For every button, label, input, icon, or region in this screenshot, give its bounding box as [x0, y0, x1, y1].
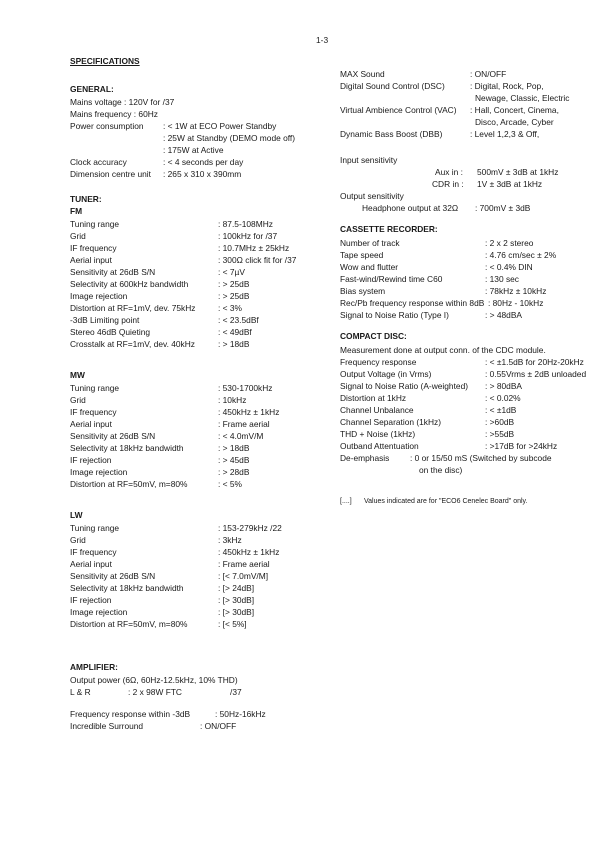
spec-row — [70, 230, 335, 242]
spec-value: : > 25dB — [218, 279, 250, 289]
dsc-row: Digital Sound Control (DSC) : Digital, Rock, Pop, — [340, 81, 544, 91]
page-title: SPECIFICATIONS — [70, 56, 140, 66]
spec-row — [70, 558, 335, 570]
spec-row — [70, 278, 335, 290]
spec-label: Grid — [70, 535, 86, 545]
spec-row — [70, 606, 335, 618]
frequency-response-row: Frequency response within -3dB : 50Hz-16kHz — [70, 709, 266, 719]
spec-value: : 10.7MHz ± 25kHz — [218, 243, 290, 253]
dsc-row-2: Newage, Classic, Electric — [475, 93, 570, 103]
spec-value: : > 80dBA — [485, 381, 523, 391]
spec-row — [70, 254, 335, 266]
spec-row — [70, 338, 335, 350]
deemphasis-row: De-emphasis : 0 or 15/50 mS (Switched by subcode — [340, 453, 552, 463]
mw-heading: MW — [70, 370, 85, 380]
cdr-in-row: CDR in : 1V ± 3dB at 1kHz — [432, 179, 543, 189]
spec-value: : > 45dB — [218, 455, 250, 465]
spec-row — [70, 522, 335, 534]
dimension-row: Dimension centre unit : 265 x 310 x 390mm — [70, 169, 242, 179]
footnote-marker: [....] — [340, 498, 352, 505]
spec-label: Distortion at 1kHz — [340, 393, 407, 403]
spec-label: THD + Noise (1kHz) — [340, 429, 416, 439]
footnote — [340, 496, 585, 508]
recpb-row: Rec/Pb frequency response within 8dB : 80Hz - 10kHz — [340, 298, 544, 308]
spec-label: IF frequency — [70, 547, 117, 557]
spec-row — [340, 249, 585, 261]
left-column — [70, 56, 335, 732]
mw-spec-list — [70, 382, 335, 490]
spec-row — [70, 218, 335, 230]
spec-row — [70, 582, 335, 594]
spec-label: Grid — [70, 231, 86, 241]
spec-label: Tape speed — [340, 250, 384, 260]
right-column — [340, 68, 585, 508]
spec-label: Output Voltage (in Vrms) — [340, 369, 432, 379]
spec-value: : 2 x 2 stereo — [485, 238, 534, 248]
spec-label: Frequency response — [340, 357, 417, 367]
spec-label: Aerial input — [70, 559, 112, 569]
spec-value: : < 7µV — [218, 267, 245, 277]
spec-label: Signal to Noise Ratio (A-weighted) — [340, 381, 469, 391]
spec-row — [70, 314, 335, 326]
spec-label: Crosstalk at RF=1mV, dev. 40kHz — [70, 339, 195, 349]
aux-in-row: Aux in : 500mV ± 3dB at 1kHz — [435, 167, 559, 177]
spec-label: Bias system — [340, 286, 386, 296]
spec-value: : 87.5-108MHz — [218, 219, 273, 229]
spec-label: Tuning range — [70, 383, 120, 393]
spec-value: : 530-1700kHz — [218, 383, 273, 393]
spec-value: : 450kHz ± 1kHz — [218, 407, 280, 417]
spec-value: : 130 sec — [485, 274, 519, 284]
spec-row — [70, 242, 335, 254]
spec-value: : [> 30dB] — [218, 595, 255, 605]
spec-value: : > 18dB — [218, 339, 250, 349]
spec-label: Image rejection — [70, 291, 128, 301]
spec-row — [340, 237, 585, 249]
spec-row — [70, 418, 335, 430]
fm-heading: FM — [70, 206, 83, 216]
lw-spec-list — [70, 522, 335, 630]
spec-label: Channel Separation (1kHz) — [340, 417, 442, 427]
incredible-surround-row: Incredible Surround : ON/OFF — [70, 721, 237, 731]
spec-row — [70, 430, 335, 442]
power-consumption-row-2: : 25W at Standby (DEMO mode off) — [163, 133, 296, 143]
tuner-heading: TUNER: — [70, 194, 102, 204]
footnote-text: Values indicated are for "ECO6 Cenelec Board" only. — [364, 498, 528, 505]
spec-row — [340, 380, 585, 392]
spec-value: : < 0.4% DIN — [485, 262, 533, 272]
spec-row — [70, 394, 335, 406]
spec-row — [340, 440, 585, 452]
spec-label: Tuning range — [70, 523, 120, 533]
cassette-spec-list — [340, 237, 585, 297]
spec-row — [70, 266, 335, 278]
spec-value: : > 18dB — [218, 443, 250, 453]
spec-value: : 4.76 cm/sec ± 2% — [485, 250, 557, 260]
spec-label: Selectivity at 18kHz bandwidth — [70, 443, 184, 453]
spec-row — [70, 382, 335, 394]
spec-value: : Frame aerial — [218, 559, 270, 569]
dbb-row: Dynamic Bass Boost (DBB) : Level 1,2,3 & Off, — [340, 129, 540, 139]
spec-value: : 78kHz ± 10kHz — [485, 286, 547, 296]
spec-label: Stereo 46dB Quieting — [70, 327, 151, 337]
amplifier-heading: AMPLIFIER: — [70, 662, 118, 672]
deemphasis-row-2: on the disc) — [419, 465, 463, 475]
spec-row — [340, 285, 585, 297]
spec-row — [70, 570, 335, 582]
spec-label: -3dB Limiting point — [70, 315, 140, 325]
spec-label: Distortion at RF=1mV, dev. 75kHz — [70, 303, 196, 313]
spec-label: Aerial input — [70, 255, 112, 265]
page-number: 1-3 — [316, 35, 329, 45]
spec-row — [70, 454, 335, 466]
spec-value: : 450kHz ± 1kHz — [218, 547, 280, 557]
spec-row — [340, 392, 585, 404]
spec-value: : >17dB for >24kHz — [485, 441, 558, 451]
spec-value: : < 23.5dBf — [218, 315, 259, 325]
spec-row — [70, 326, 335, 338]
spec-row — [70, 534, 335, 546]
spec-value: : < 49dBf — [218, 327, 252, 337]
cassette-heading: CASSETTE RECORDER: — [340, 224, 438, 234]
spec-label: Distortion at RF=50mV, m=80% — [70, 479, 188, 489]
spec-row — [70, 406, 335, 418]
general-heading: GENERAL: — [70, 84, 114, 94]
spec-label: Selectivity at 18kHz bandwidth — [70, 583, 184, 593]
spec-row — [340, 404, 585, 416]
output-sensitivity-heading: Output sensitivity — [340, 191, 404, 201]
spec-label: Fast-wind/Rewind time C60 — [340, 274, 443, 284]
spec-value: : >60dB — [485, 417, 515, 427]
cd-heading: COMPACT DISC: — [340, 331, 407, 341]
spec-label: IF frequency — [70, 407, 117, 417]
spec-value: : > 25dB — [218, 291, 250, 301]
spec-value: : [> 30dB] — [218, 607, 255, 617]
spec-label: Number of track — [340, 238, 400, 248]
vac-row-2: Disco, Arcade, Cyber — [475, 117, 554, 127]
spec-label: Outband Attentuation — [340, 441, 419, 451]
spec-row — [70, 618, 335, 630]
spec-label: Sensitivity at 26dB S/N — [70, 571, 156, 581]
lw-heading: LW — [70, 510, 83, 520]
spec-value: : 0.55Vrms ± 2dB unloaded — [485, 369, 587, 379]
spec-row — [340, 428, 585, 440]
spec-label: Selectivity at 600kHz bandwidth — [70, 279, 189, 289]
spec-row — [70, 546, 335, 558]
spec-label: Wow and flutter — [340, 262, 399, 272]
mains-voltage: Mains voltage : 120V for /37 — [70, 97, 175, 107]
spec-value: : >55dB — [485, 429, 515, 439]
spec-value: : < ±1.5dB for 20Hz-20kHz — [485, 357, 584, 367]
spec-label: Image rejection — [70, 467, 128, 477]
max-sound-row: MAX Sound : ON/OFF — [340, 69, 507, 79]
spec-value: : < ±1dB — [485, 405, 517, 415]
spec-label: Aerial input — [70, 419, 112, 429]
spec-label: IF rejection — [70, 595, 112, 605]
spec-label: Grid — [70, 395, 86, 405]
spec-value: : < 5% — [218, 479, 242, 489]
power-consumption-row-3: : 175W at Active — [163, 145, 224, 155]
lr-power-row: L & R : 2 x 98W FTC /37 — [70, 687, 242, 697]
power-consumption-value-1: : < 1W at ECO Power Standby — [163, 121, 277, 131]
spec-value: : [> 24dB] — [218, 583, 255, 593]
spec-row — [70, 302, 335, 314]
spec-label: Sensitivity at 26dB S/N — [70, 267, 156, 277]
spec-value: : > 28dB — [218, 467, 250, 477]
spec-label: Image rejection — [70, 607, 128, 617]
spec-value: : < 4.0mV/M — [218, 431, 264, 441]
spec-value: : < 3% — [218, 303, 242, 313]
cd-spec-list — [340, 356, 585, 452]
clock-accuracy-row: Clock accuracy : < 4 seconds per day — [70, 157, 244, 167]
output-power: Output power (6Ω, 60Hz-12.5kHz, 10% THD) — [70, 675, 238, 685]
spec-label: IF rejection — [70, 455, 112, 465]
spec-value: : < 0.02% — [485, 393, 521, 403]
spec-value: : 153-279kHz /22 — [218, 523, 282, 533]
spec-row — [70, 478, 335, 490]
spec-value: : 3kHz — [218, 535, 242, 545]
spec-value: : 10kHz — [218, 395, 247, 405]
cd-measurement-note: Measurement done at output conn. of the CDC module. — [340, 345, 546, 355]
spec-label: Distortion at RF=50mV, m=80% — [70, 619, 188, 629]
spec-row — [340, 356, 585, 368]
spec-row — [340, 261, 585, 273]
mains-frequency: Mains frequency : 60Hz — [70, 109, 158, 119]
spec-label: IF frequency — [70, 243, 117, 253]
spec-row — [70, 466, 335, 478]
spec-value: : 300Ω click fit for /37 — [218, 255, 297, 265]
vac-row: Virtual Ambience Control (VAC) : Hall, Concert, Cinema, — [340, 105, 559, 115]
spec-row — [340, 368, 585, 380]
power-consumption-row — [70, 120, 335, 132]
spec-label: Sensitivity at 26dB S/N — [70, 431, 156, 441]
spec-value: : [< 7.0mV/M] — [218, 571, 269, 581]
spec-label: Tuning range — [70, 219, 120, 229]
input-sensitivity-heading: Input sensitivity — [340, 155, 398, 165]
spec-value: : 100kHz for /37 — [218, 231, 278, 241]
spec-value: : Frame aerial — [218, 419, 270, 429]
spec-row — [70, 594, 335, 606]
headphone-output-row: Headphone output at 32Ω : 700mV ± 3dB — [362, 203, 531, 213]
fm-spec-list — [70, 218, 335, 350]
spec-row — [70, 290, 335, 302]
power-consumption-label: Power consumption — [70, 121, 144, 131]
spec-row — [70, 442, 335, 454]
spec-row — [340, 416, 585, 428]
snr-row: Signal to Noise Ratio (Type I) : > 48dBA — [340, 310, 523, 320]
spec-value: : [< 5%] — [218, 619, 247, 629]
spec-label: Channel Unbalance — [340, 405, 414, 415]
spec-row — [340, 273, 585, 285]
